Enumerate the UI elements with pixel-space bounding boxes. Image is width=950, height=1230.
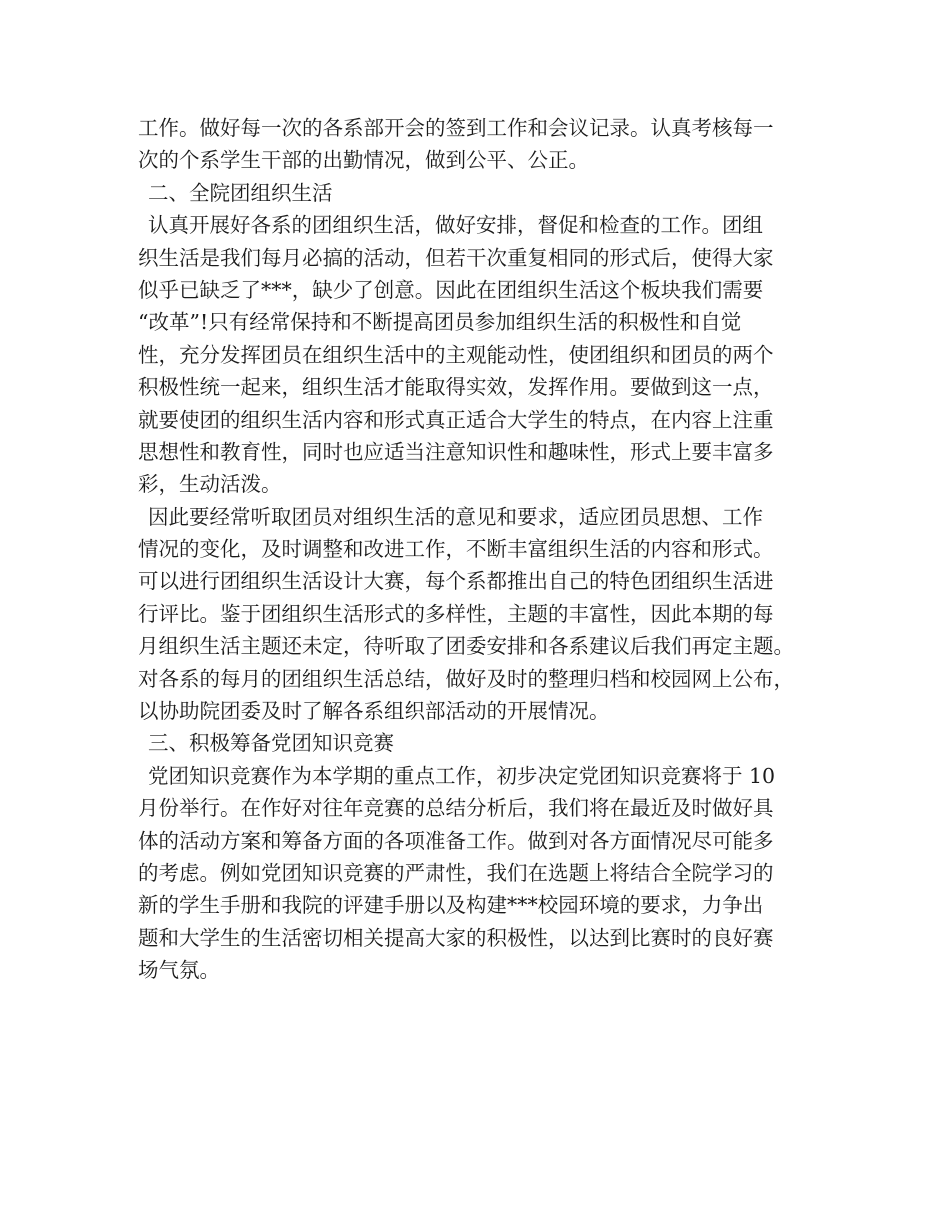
text-line: 积极性统一起来，组织生活才能取得实效，发挥作用。要做到这一点， (138, 375, 774, 400)
text-line: 场气氛。 (138, 958, 220, 983)
text-line: 彩，生动活泼。 (138, 472, 282, 497)
text-line: 似乎已缺乏了***，缺少了创意。因此在团组织生活这个板块我们需要 (138, 277, 764, 302)
text-line: 思想性和教育性，同时也应适当注意知识性和趣味性，形式上要丰富多 (138, 439, 774, 464)
text-line: 以协助院团委及时了解各系组织部活动的开展情况。 (138, 699, 610, 724)
text-line: 可以进行团组织生活设计大赛，每个系都推出自己的特色团组织生活进 (138, 569, 774, 594)
text-line: 就要使团的组织生活内容和形式真正适合大学生的特点，在内容上注重 (138, 407, 774, 432)
text-line: 体的活动方案和筹备方面的各项准备工作。做到对各方面情况尽可能多 (138, 828, 774, 853)
text-line: 因此要经常听取团员对组织生活的意见和要求，适应团员思想、工作 (148, 504, 763, 529)
text-line: 织生活是我们每月必搞的活动，但若干次重复相同的形式后，使得大家 (138, 245, 774, 270)
text-line: 月份举行。在作好对往年竞赛的总结分析后，我们将在最近及时做好具 (138, 796, 774, 821)
text-line: 新的学生手册和我院的评建手册以及构建***校园环境的要求，力争出 (138, 893, 764, 918)
text-line: 性，充分发挥团员在组织生活中的主观能动性，使团组织和团员的两个 (138, 342, 774, 367)
section-heading: 二、全院团组织生活 (148, 180, 333, 205)
text-line: 题和大学生的生活密切相关提高大家的积极性，以达到比赛时的良好赛 (138, 925, 774, 950)
text-line: 的考虑。例如党团知识竞赛的严肃性，我们在选题上将结合全院学习的 (138, 860, 774, 885)
text-line: 情况的变化，及时调整和改进工作，不断丰富组织生活的内容和形式。 (138, 537, 774, 562)
document-page (138, 112, 838, 987)
text-line: 行评比。鉴于团组织生活形式的多样性，主题的丰富性，因此本期的每 (138, 601, 774, 626)
text-line: 党团知识竞赛作为本学期的重点工作，初步决定党团知识竞赛将于 10 (148, 763, 776, 788)
text-line: 认真开展好各系的团组织生活，做好安排，督促和检查的工作。团组 (148, 213, 763, 238)
section-heading: 三、积极筹备党团知识竞赛 (148, 731, 394, 756)
text-line: “改革”!只有经常保持和不断提高团员参加组织生活的积极性和自觉 (138, 310, 742, 335)
text-line: 工作。做好每一次的各系部开会的签到工作和会议记录。认真考核每一 (138, 116, 774, 140)
text-line: 对各系的每月的团组织生活总结，做好及时的整理归档和校园网上公布， (138, 666, 794, 691)
text-line: 月组织生活主题还未定，待听取了团委安排和各系建议后我们再定主题。 (138, 634, 794, 659)
text-line: 次的个系学生干部的出勤情况，做到公平、公正。 (138, 148, 589, 173)
